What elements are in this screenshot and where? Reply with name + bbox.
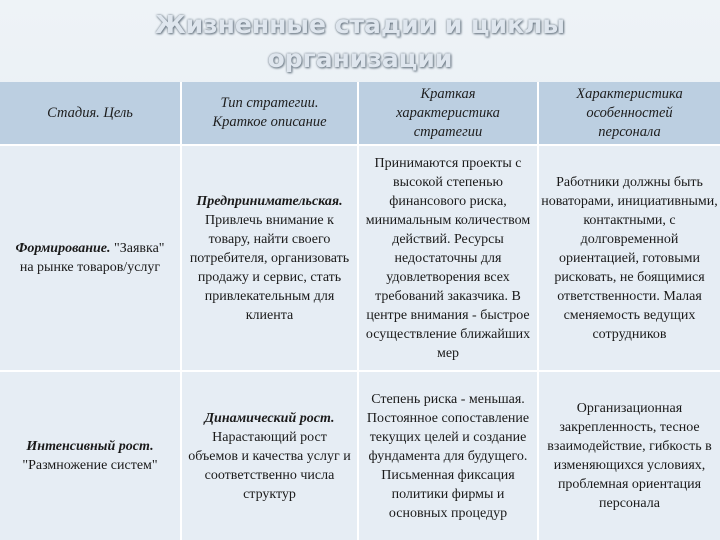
header-strategy-type: Тип стратегии. Краткое описание [212,95,327,130]
header-personnel-characteristic: Характеристика особенностей персонала [576,85,683,140]
row-2-stage-name: Интенсивный рост. [26,439,154,454]
row-2-strategy-desc: Нарастающий рост объемов и качества услуг и соответственно числа структур [188,429,351,502]
header-stage-goal: Стадия. Цель [47,104,133,121]
row-2-strategy-name: Динамический рост. [204,410,335,426]
row-2-characteristic-cell [359,372,537,540]
header-strategy-characteristic: Краткая характеристика стратегии [396,85,500,140]
table-row [0,372,720,540]
row-1-stage-goal: "Заявка" [110,241,165,256]
row-1-personnel: Работники должны быть новаторами, инициативными, контактными, с долговременной ориентацией, готовыми рисковать, не боящимися ответственности. Малая сменяемость ведущих сотрудников [541,174,718,342]
row-1-strategy-name: Предпринимательская. [196,193,343,209]
table-header-row [0,82,720,146]
row-1-stage-text [15,239,164,277]
row-1-stage-name: Формирование. [15,241,111,256]
row-1-personnel-cell [539,146,720,370]
row-2-stage-goal: "Размножение систем" [22,458,158,473]
row-2-characteristic: Степень риска - меньшая. Постоянное сопоставление текущих целей и создание фундамента для будущего. Письменная фиксация политики фирмы и основных процедур [366,391,530,521]
column-divider [357,82,359,540]
row-1-characteristic-cell [359,146,537,370]
column-divider [180,82,182,540]
row-1-stage-cell [0,146,180,370]
row-1-strategy-desc: Привлечь внимание к товару, найти своего потребителя, организовать продажу и сервис, стать привлекательным для клиента [189,212,350,323]
row-1-strategy-cell [182,146,357,370]
row-2-strategy-cell [182,372,357,540]
row-2-personnel-cell [539,372,720,540]
table-row [0,146,720,372]
row-2-personnel: Организационная закрепленность, тесное взаимодействие, гибкость в изменяющихся условиях, проблемная ориентация персонала [547,401,712,511]
strategy-table [0,82,720,540]
column-divider [537,82,539,540]
row-1-stage-goal-line-2: на рынке товаров/услуг [19,260,161,275]
row-2-stage-cell [0,372,180,540]
page-title-line-1: Жизненные стадии и циклы [155,10,565,39]
page-title [0,8,720,76]
row-1-characteristic: Принимаются проекты с высокой степенью финансового риска, минимальным количеством действий. Ресурсы недостаточны для удовлетворения всех требований заказчика. В центре внимания - быстрое осуществление ближайших мер [365,155,531,361]
page-title-line-2: организации [267,44,453,73]
